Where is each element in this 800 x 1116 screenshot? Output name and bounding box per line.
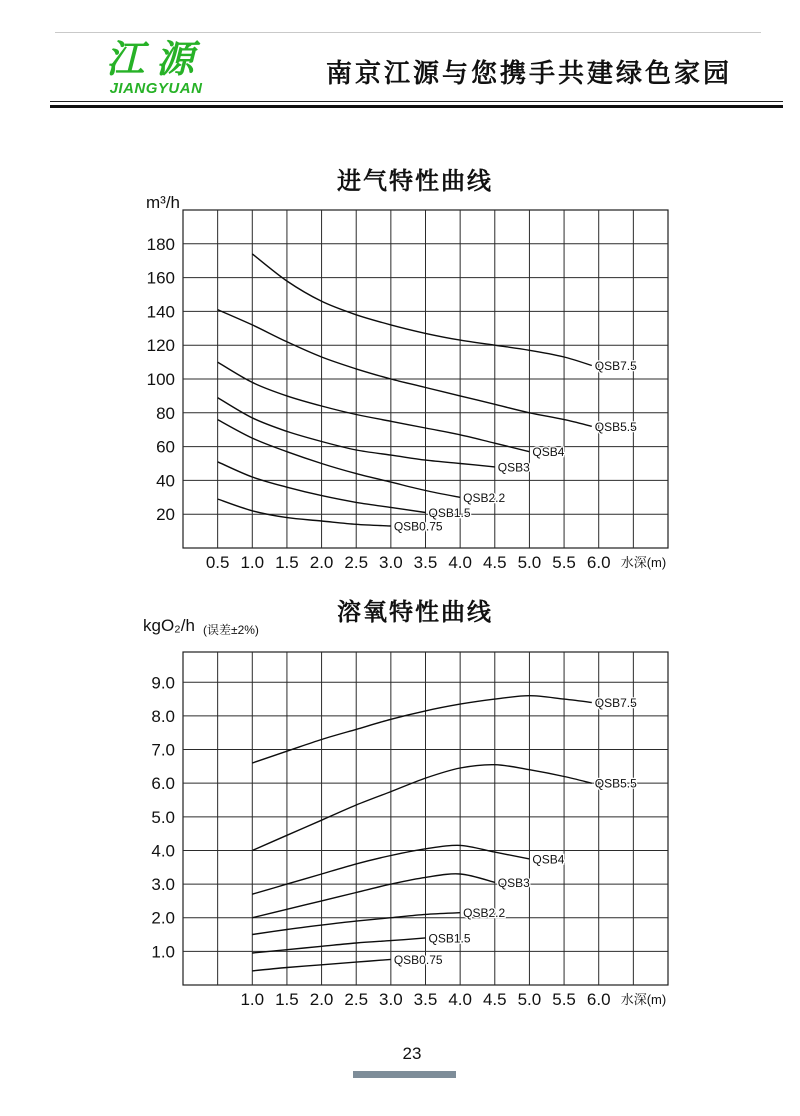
curve-QSB5.5 <box>252 765 592 851</box>
header-rule-thick <box>50 105 783 108</box>
y-tick-label: 40 <box>156 471 175 491</box>
curve-label-QSB5.5: QSB5.5 <box>594 419 637 434</box>
x-tick-label: 1.5 <box>275 990 299 1009</box>
curve-label-QSB2.2: QSB2.2 <box>463 906 506 921</box>
x-tick-label: 4.5 <box>482 990 507 1009</box>
logo-chinese-text: 江源 <box>105 39 206 81</box>
y-tick-label: 4.0 <box>151 841 175 861</box>
curve-label-QSB4: QSB4 <box>532 445 565 460</box>
x-tick-label: 2.5 <box>344 990 369 1009</box>
x-tick-label: 0.5 <box>205 553 230 572</box>
y-tick-label: 120 <box>146 336 175 356</box>
x-tick-label: 3.5 <box>413 553 438 572</box>
oxygen-chart-title: 溶氧特性曲线 <box>337 599 493 626</box>
x-tick-label: 3.5 <box>413 990 438 1009</box>
curve-label-QSB1.5: QSB1.5 <box>428 931 471 946</box>
oxygen-chart-y-unit: kgO₂/h <box>143 616 195 635</box>
intake-characteristic-chart <box>130 190 700 580</box>
curve-label-QSB3: QSB3 <box>497 460 530 475</box>
page-number: 23 <box>402 1044 422 1063</box>
y-tick-label: 80 <box>156 403 175 423</box>
x-axis-unit-label: 水深(m) <box>620 555 667 570</box>
curve-label-QSB3: QSB3 <box>497 875 530 890</box>
curve-label-QSB2.2: QSB2.2 <box>463 490 506 505</box>
curve-label-QSB7.5: QSB7.5 <box>594 695 637 710</box>
curve-label-QSB7.5: QSB7.5 <box>594 358 637 373</box>
header-rule-thin <box>50 101 783 102</box>
x-tick-label: 3.0 <box>379 553 403 572</box>
y-tick-label: 160 <box>146 268 175 288</box>
curve-label-QSB4: QSB4 <box>532 852 565 867</box>
x-axis-unit-label: 水深(m) <box>620 992 667 1007</box>
header-slogan: 南京江源与您携手共建绿色家园 <box>326 59 733 88</box>
x-tick-label: 4.5 <box>482 553 507 572</box>
y-tick-label: 7.0 <box>151 740 175 760</box>
x-tick-label: 1.0 <box>240 990 265 1009</box>
y-tick-label: 6.0 <box>151 774 175 794</box>
x-tick-label: 5.0 <box>517 553 542 572</box>
x-tick-label: 2.0 <box>309 990 334 1009</box>
y-tick-label: 3.0 <box>151 875 175 895</box>
oxygen-characteristic-chart <box>130 630 700 1020</box>
x-tick-label: 5.0 <box>517 990 542 1009</box>
curve-QSB2.2 <box>218 420 461 498</box>
curve-QSB4 <box>218 362 530 452</box>
curve-label-QSB0.75: QSB0.75 <box>393 952 443 967</box>
x-tick-label: 2.5 <box>344 553 369 572</box>
x-tick-label: 2.0 <box>309 553 334 572</box>
y-tick-label: 9.0 <box>151 673 175 693</box>
x-tick-label: 5.5 <box>552 553 576 572</box>
y-tick-label: 2.0 <box>151 908 175 928</box>
curve-label-QSB1.5: QSB1.5 <box>428 506 471 521</box>
y-tick-label: 1.0 <box>151 942 175 962</box>
intake-chart-title: 进气特性曲线 <box>337 168 493 195</box>
x-tick-label: 1.0 <box>240 553 265 572</box>
company-logo <box>96 38 216 97</box>
x-tick-label: 4.0 <box>448 553 472 572</box>
x-tick-label: 5.5 <box>552 990 576 1009</box>
x-tick-label: 6.0 <box>586 553 611 572</box>
page-number-bar <box>353 1071 456 1078</box>
curve-QSB1.5 <box>252 938 425 953</box>
top-edge-line <box>55 32 761 33</box>
x-tick-label: 1.5 <box>275 553 299 572</box>
logo-english-text: JIANGYUAN <box>109 80 203 97</box>
y-tick-label: 8.0 <box>151 706 175 726</box>
curve-label-QSB0.75: QSB0.75 <box>393 519 443 534</box>
y-tick-label: 140 <box>146 302 175 322</box>
curve-label-QSB5.5: QSB5.5 <box>594 776 637 791</box>
curve-QSB5.5 <box>218 310 592 427</box>
y-tick-label: 100 <box>146 370 175 389</box>
intake-chart-y-unit: m³/h <box>146 193 180 212</box>
x-tick-label: 4.0 <box>448 990 472 1009</box>
curve-QSB7.5 <box>252 696 592 763</box>
y-tick-label: 60 <box>156 437 175 457</box>
curve-QSB3 <box>252 874 494 918</box>
y-tick-label: 180 <box>146 234 175 254</box>
y-tick-label: 20 <box>156 505 175 525</box>
oxygen-chart-error-note: (误差±2%) <box>203 623 259 637</box>
x-tick-label: 6.0 <box>586 990 611 1009</box>
y-tick-label: 5.0 <box>151 807 175 827</box>
x-tick-label: 3.0 <box>379 990 403 1009</box>
